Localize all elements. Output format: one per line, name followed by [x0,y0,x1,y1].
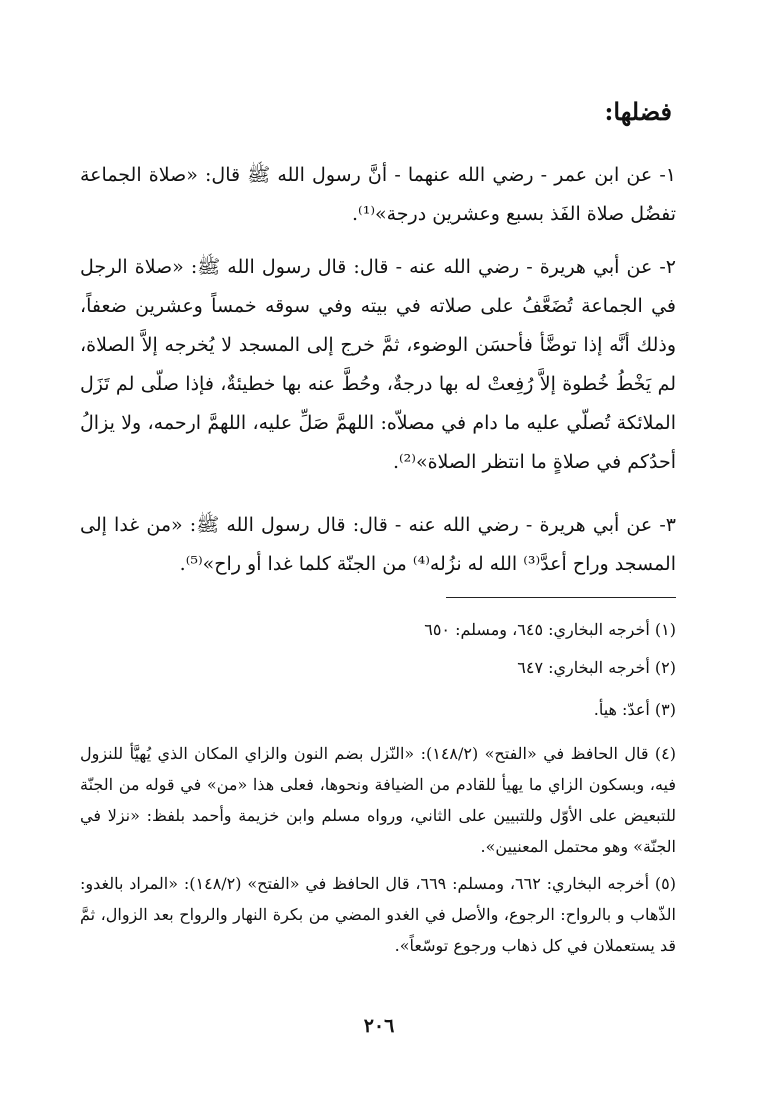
footnote-4: (٤) قال الحافظ في «الفتح» (١٤٨/٢): «النّزل بضم النون والزاي المكان الذي يُهيَّأ للنزول فيه، وبسكون الزاي ما يهيأ للقادم من الضيافة ونحوها، فعلى هذا «من» في قوله من الجنّة للتبعيض على الأوّل وللتبيين على الثاني، ورواه مسلم وابن خزيمة وأحمد بلفظ: «نزلا في الجنّة» وهو محتمل المعنيين». [80,744,676,856]
page-number: ٢٠٦ [363,1015,395,1037]
footnote-2: (٢) أخرجه البخاري: ٦٤٧ [517,658,676,677]
footnote-3: (٣) أعدّ: هيأ. [593,700,676,719]
footnote-1: (١) أخرجه البخاري: ٦٤٥، ومسلم: ٦٥٠ [424,620,676,639]
section-heading: فضلها: [604,97,672,126]
hadith-3: ٣- عن أبي هريرة - رضي الله عنه - قال: قال رسول الله ﷺ: «من غدا إلى المسجد وراح أعدَّ⁽³⁾ الله له نزُله⁽⁴⁾ من الجنّة كلما غدا أو راح»⁽⁵⁾. [80,514,676,575]
footnote-5: (٥) أخرجه البخاري: ٦٦٢، ومسلم: ٦٦٩، قال الحافظ في «الفتح» (١٤٨/٢): «المراد بالغدو: الذّهاب و بالرواح: الرجوع، والأصل في الغدو المضي من بكرة النهار والرواح بعد الزوال، ثمَّ قد يستعملان في كل ذهاب ورجوع توسّعاً». [80,874,677,955]
footnote-separator [446,597,676,598]
hadith-2: ٢- عن أبي هريرة - رضي الله عنه - قال: قال رسول الله ﷺ: «صلاة الرجل في الجماعة تُضَعَّفُ على صلاته في بيته وفي سوقه خمساً وعشرين ضعفاً، وذلك أنَّه إذا توضَّأ فأحسَن الوضوء، ثمَّ خرج إلى المسجد لا يُخرجه إلاَّ الصلاة، لم يَخْطُ خُطوة إلاَّ رُفِعتْ له بها درجةٌ، وحُطَّ عنه بها خطيئةٌ، فإذا صلّى لم تَزَل الملائكة تُصلّي عليه ما دام في مصلاّه: اللهمَّ صَلِّ عليه، اللهمَّ ارحمه، ولا يزالُ أحدُكم في صلاةٍ ما انتظر الصلاة»⁽²⁾. [80,256,676,473]
hadith-1: ١- عن ابن عمر - رضي الله عنهما - أنَّ رسول الله ﷺ قال: «صلاة الجماعة تفضُل صلاة الفَذ بسبع وعشرين درجة»⁽¹⁾. [80,164,676,225]
